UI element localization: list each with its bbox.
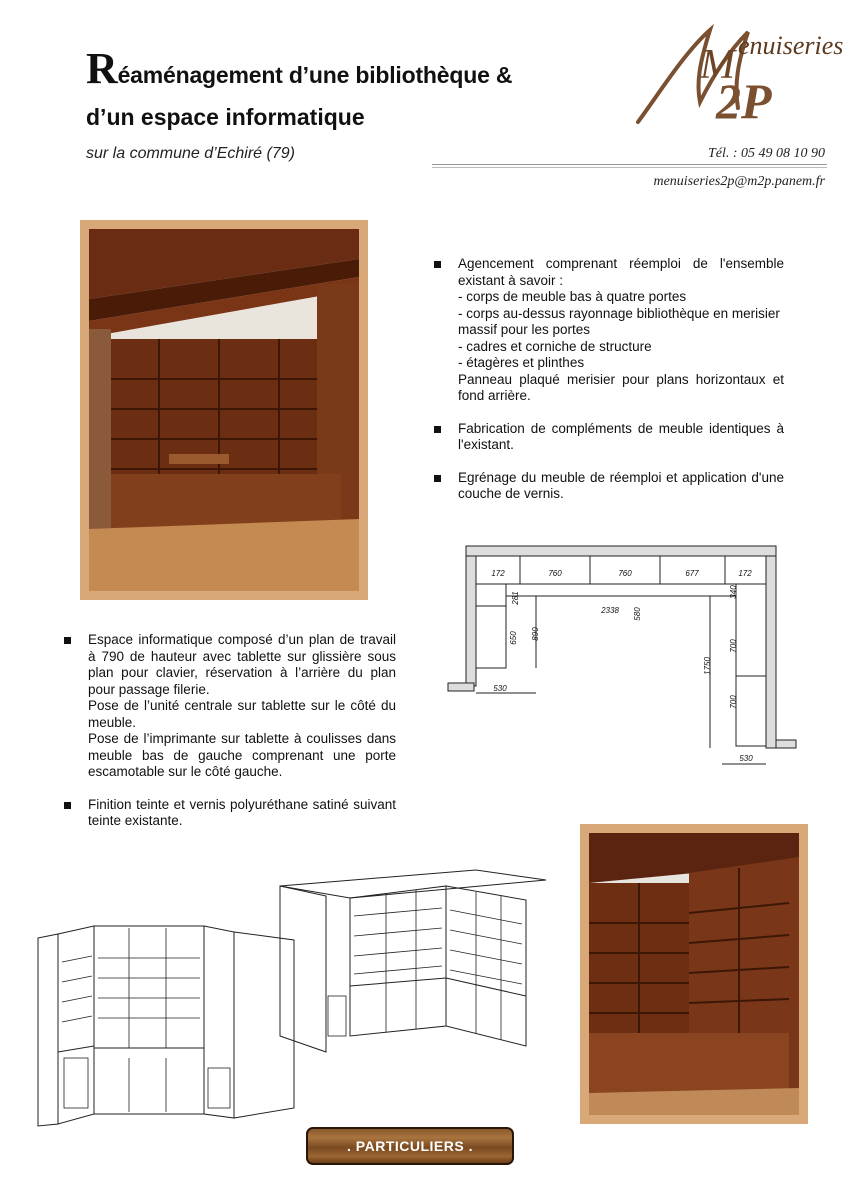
library-photo-2 — [580, 824, 808, 1124]
plan-dim: 172 — [491, 569, 505, 578]
list-item: Espace informatique composé d’un plan de travail à 790 de hauteur avec tablette sur glissière sous plan pour clavier, réservation à l’arrière du plan pour passage filerie. Pose de l’unité centrale sur tablette sur le côté du meuble. Pose de l’imprimante sur tablette à coulisses dans meuble bas de gauche comprenant une porte escamotable sur le côté gauche. — [62, 632, 396, 781]
list-item: Agencement comprenant réemploi de l'ensemble existant à savoir : - corps de meuble bas à quatre portes - corps au-dessus rayonnage bibliothèque en merisier massif pour les portes - cadres et corniche de structure - étagères et plinthes Panneau plaqué merisier pour plans horizontaux et fond arrière. — [432, 256, 784, 405]
plan-dim: 530 — [493, 684, 507, 693]
plan-dim: 760 — [618, 569, 632, 578]
plan-dim: 760 — [548, 569, 562, 578]
plan-dim: 677 — [685, 569, 699, 578]
library-photo-1 — [80, 220, 368, 600]
bullet-square-icon — [434, 261, 441, 268]
plan-dim: 2338 — [601, 606, 619, 615]
particuliers-button[interactable]: . PARTICULIERS . — [306, 1127, 514, 1165]
bullet-square-icon — [434, 475, 441, 482]
title-line2: d’un espace informatique — [86, 104, 365, 130]
plan-dim: 340 — [729, 585, 738, 599]
logo-word: enuiseries — [738, 31, 844, 60]
logo-2p: 2P — [716, 73, 772, 129]
plan-dim: 700 — [729, 695, 738, 709]
plan-dim: 281 — [511, 591, 520, 605]
furniture-sketch-2 — [276, 866, 550, 1056]
plan-dim: 580 — [633, 607, 642, 621]
plan-dim: 890 — [531, 627, 540, 641]
company-logo — [630, 22, 844, 132]
subtitle: sur la commune d’Echiré (79) — [86, 145, 295, 162]
email-address: menuiseries2p@m2p.panem.fr — [653, 174, 825, 189]
bullet-square-icon — [64, 637, 71, 644]
list-item: Finition teinte et vernis polyuréthane satiné suivant teinte existante. — [62, 797, 396, 830]
plan-dim: 1750 — [703, 657, 712, 675]
header-rule-2 — [432, 167, 827, 168]
plan-dim: 172 — [738, 569, 752, 578]
features-list-left — [62, 632, 396, 846]
list-item: Egrénage du meuble de réemploi et application d'une couche de vernis. — [432, 470, 784, 503]
title-initial: R — [86, 44, 118, 93]
logo-m-letter: M — [700, 42, 735, 88]
furniture-sketch-1 — [34, 918, 302, 1126]
features-list-right — [432, 256, 784, 519]
phone-number: Tél. : 05 49 08 10 90 — [707, 146, 825, 161]
bullet-square-icon — [434, 426, 441, 433]
plan-dim: 530 — [739, 754, 753, 763]
plan-dim: 700 — [729, 639, 738, 653]
bullet-square-icon — [64, 802, 71, 809]
library-photo-2-image — [589, 833, 799, 1115]
title-line1: éaménagement d’une bibliothèque & — [117, 62, 513, 88]
header-rule — [432, 164, 827, 165]
library-photo-1-image — [89, 229, 359, 591]
page-title — [86, 44, 513, 93]
plan-dim: 650 — [509, 631, 518, 645]
list-item: Fabrication de compléments de meuble identiques à l'existant. — [432, 421, 784, 454]
floor-plan-diagram — [440, 538, 800, 772]
